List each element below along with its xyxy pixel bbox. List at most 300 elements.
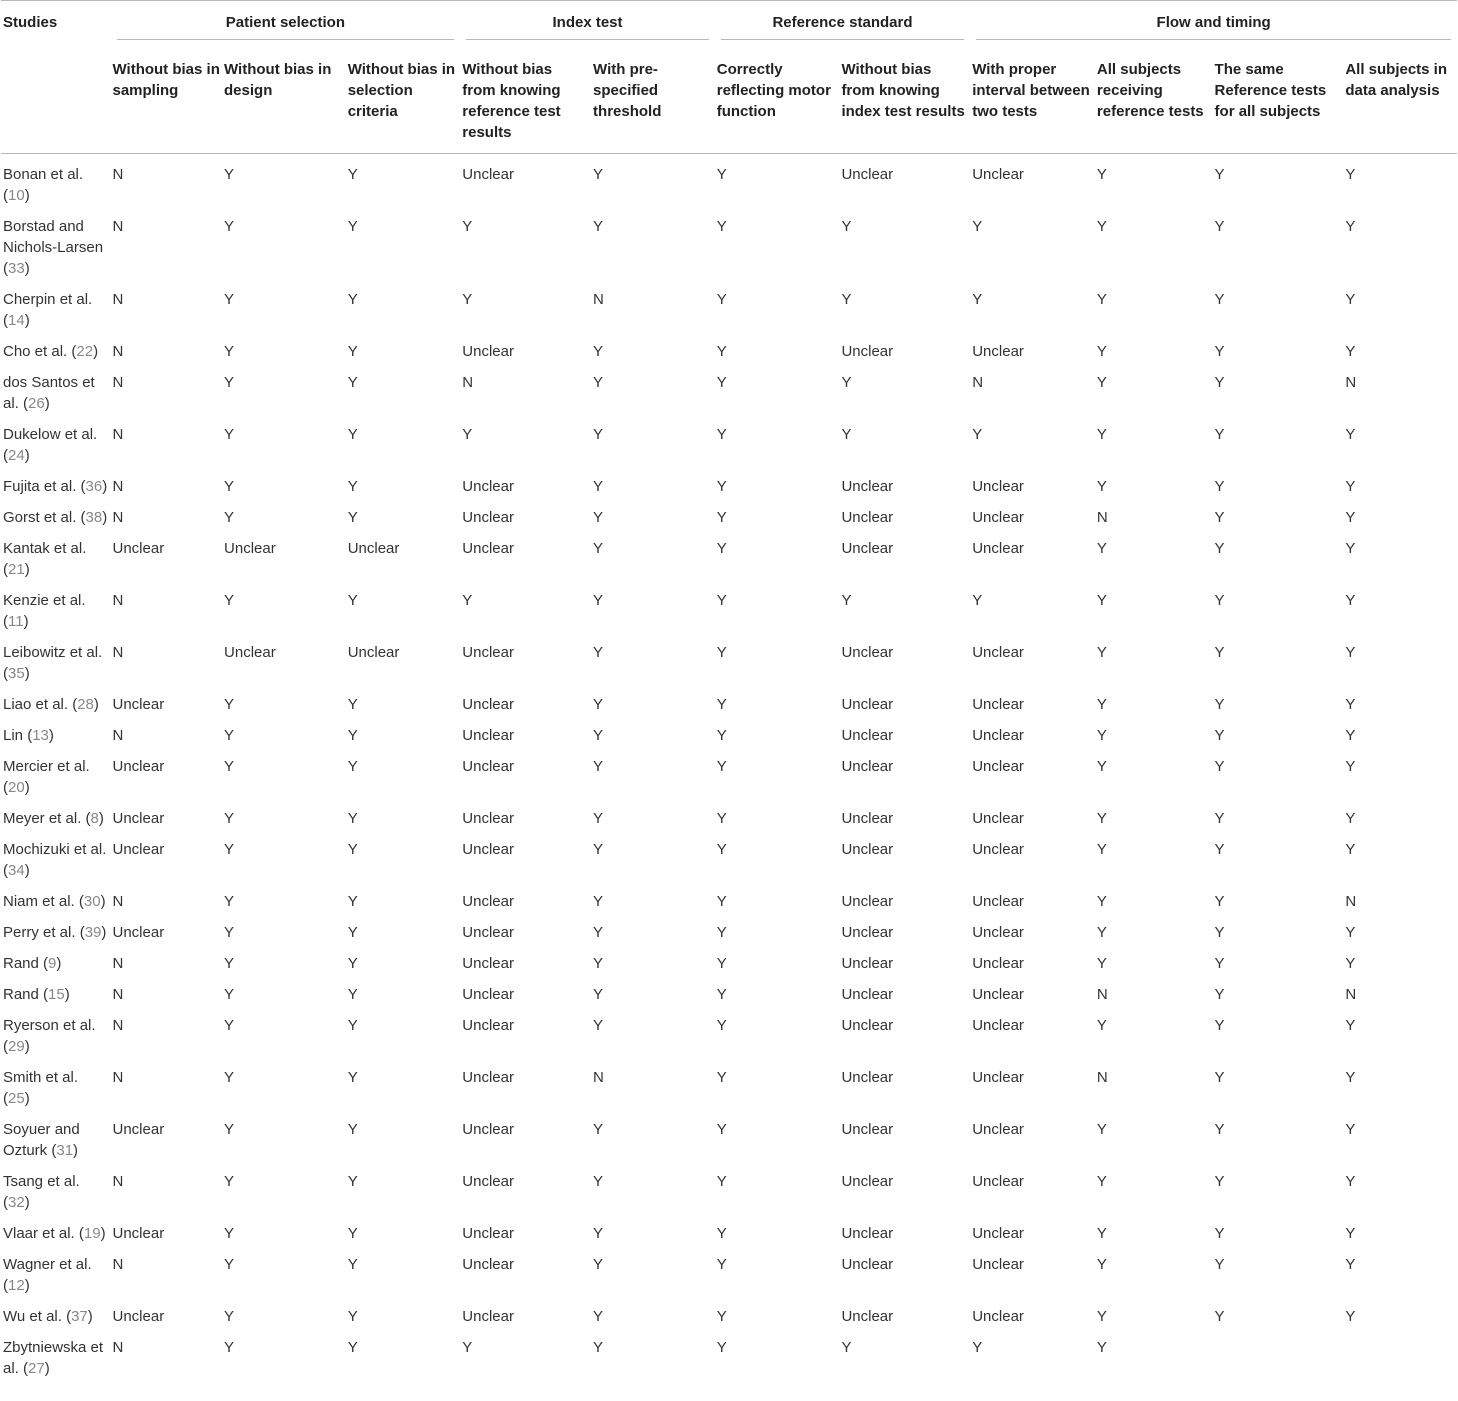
rating-cell: Y [1345, 1017, 1356, 1034]
rating-cell: Unclear [462, 810, 514, 827]
rating-cell: Unclear [841, 1308, 894, 1325]
rating-cell: Y [347, 841, 358, 858]
rating-cell: Y [716, 955, 727, 972]
rating-cell: Y [1214, 893, 1225, 910]
rating-cell: Unclear [841, 343, 894, 360]
study-cell: Mochizuki et al. (34) [3, 841, 107, 879]
rating-cell: Y [1214, 810, 1225, 827]
rating-cell: Unclear [972, 1308, 1024, 1325]
reference-link[interactable]: 37 [71, 1308, 88, 1325]
rating-cell: Unclear [462, 540, 514, 557]
rating-cell: Y [716, 218, 727, 235]
reference-link[interactable]: 11 [8, 613, 24, 630]
study-name: Wagner et al. [3, 1256, 92, 1273]
rating-cell: Unclear [112, 696, 165, 713]
rating-cell: Y [716, 727, 727, 744]
rating-cell: Y [716, 343, 727, 360]
study-cell: Rand (15) [3, 986, 70, 1003]
reference-link[interactable]: 26 [28, 395, 45, 412]
rating-cell: Y [1096, 1225, 1107, 1242]
group-header-row [1, 1, 1457, 48]
rating-cell: Y [1214, 218, 1225, 235]
rating-cell: Y [224, 955, 235, 972]
rating-cell: Unclear [462, 758, 514, 775]
rating-cell: Unclear [972, 509, 1024, 526]
rating-cell: Y [1345, 1308, 1356, 1325]
rating-cell: N [112, 374, 124, 391]
rating-cell: Y [716, 924, 727, 941]
rating-cell: Y [224, 1339, 235, 1356]
quality-assessment-table [1, 0, 1457, 1384]
table-row [1, 979, 1457, 1010]
rating-cell: Y [593, 218, 604, 235]
table-row [1, 1332, 1457, 1384]
table-row [1, 948, 1457, 979]
rating-cell: Unclear [972, 841, 1024, 858]
study-name: Rand [3, 986, 39, 1003]
rating-cell: Unclear [841, 758, 894, 775]
rating-cell: Y [224, 478, 235, 495]
rating-cell: N [112, 727, 124, 744]
reference-link[interactable]: 28 [77, 696, 94, 713]
rating-cell: Unclear [462, 893, 514, 910]
subheader-data-analysis: All subjects in data analysis [1343, 47, 1457, 154]
rating-cell: Y [716, 1173, 727, 1190]
rating-cell: Y [224, 218, 235, 235]
rating-cell: Y [716, 696, 727, 713]
study-cell: Zbytniewska et al. (27) [3, 1339, 104, 1377]
study-cell: Ryerson et al. (29) [3, 1017, 96, 1055]
rating-cell: Y [224, 291, 235, 308]
rating-cell: Y [347, 374, 358, 391]
rating-cell: N [1096, 509, 1108, 526]
rating-cell: Y [1345, 478, 1356, 495]
rating-cell: Y [1096, 696, 1107, 713]
rating-cell: Y [347, 727, 358, 744]
rating-cell: Y [224, 1017, 235, 1034]
table-row [1, 1010, 1457, 1062]
rating-cell: Unclear [841, 955, 894, 972]
rating-cell: Y [1345, 1225, 1356, 1242]
rating-cell: N [112, 1069, 124, 1086]
rating-cell: N [112, 509, 124, 526]
study-cell: Liao et al. (28) [3, 696, 99, 713]
study-cell: Kantak et al. (21) [3, 540, 87, 578]
rating-cell: Unclear [841, 727, 894, 744]
table-row [1, 637, 1457, 689]
rating-cell: Y [972, 592, 983, 609]
reference-link[interactable]: 39 [84, 924, 102, 941]
rating-cell: Y [716, 1017, 727, 1034]
rating-cell: Unclear [462, 343, 514, 360]
rating-cell: Y [347, 592, 358, 609]
rating-cell: N [462, 374, 474, 391]
studies-header: Studies [1, 1, 111, 48]
rating-cell: Unclear [112, 1225, 165, 1242]
table-row [1, 533, 1457, 585]
rating-cell: Unclear [841, 1121, 894, 1138]
table-row [1, 1218, 1457, 1249]
rating-cell: Y [716, 893, 727, 910]
rating-cell: Y [347, 166, 358, 183]
table-row [1, 471, 1457, 502]
rating-cell: Y [716, 426, 727, 443]
rating-cell: N [112, 166, 124, 183]
rating-cell: Unclear [224, 644, 276, 661]
rating-cell: Y [593, 1339, 604, 1356]
group-header-reference-standard: Reference standard [715, 1, 970, 48]
rating-cell: Y [1214, 1069, 1225, 1086]
study-name: dos Santos et al. [3, 374, 95, 412]
rating-cell: Y [1345, 810, 1356, 827]
rating-cell: N [1096, 986, 1108, 1003]
rating-cell: Y [224, 893, 235, 910]
rating-cell: Unclear [462, 1069, 514, 1086]
rating-cell: Unclear [112, 1121, 165, 1138]
rating-cell: Unclear [972, 343, 1024, 360]
study-name: Vlaar et al. [3, 1225, 75, 1242]
reference-link[interactable]: 20 [8, 779, 25, 796]
rating-cell: Unclear [841, 1069, 894, 1086]
study-cell: Perry et al. (39) [3, 924, 107, 941]
study-name: Smith et al. [3, 1069, 79, 1086]
rating-cell: Y [224, 343, 235, 360]
rating-cell: Y [716, 810, 727, 827]
reference-link[interactable]: 9 [48, 955, 57, 972]
rating-cell: Y [593, 478, 604, 495]
table-row [1, 720, 1457, 751]
table-row [1, 886, 1457, 917]
reference-link[interactable]: 32 [8, 1194, 25, 1211]
rating-cell: Y [593, 592, 604, 609]
rating-cell: Y [347, 1225, 358, 1242]
rating-cell: Y [972, 1339, 983, 1356]
rating-cell: Y [593, 166, 604, 183]
reference-link[interactable]: 36 [85, 478, 103, 495]
reference-link[interactable]: 22 [76, 343, 94, 360]
reference-link[interactable]: 30 [83, 893, 101, 910]
rating-cell: Y [1214, 166, 1225, 183]
rating-cell: Unclear [841, 644, 894, 661]
rating-cell: Y [1345, 924, 1356, 941]
study-cell: Wu et al. (37) [3, 1308, 93, 1325]
rating-cell: Y [1214, 696, 1225, 713]
rating-cell: Unclear [462, 986, 514, 1003]
rating-cell: Unclear [841, 478, 894, 495]
reference-link[interactable]: 25 [8, 1090, 25, 1107]
rating-cell: N [112, 986, 124, 1003]
rating-cell: Y [716, 291, 727, 308]
study-cell: Kenzie et al. (11) [3, 592, 86, 630]
rating-cell: Unclear [972, 893, 1024, 910]
rating-cell: Unclear [841, 1173, 894, 1190]
rating-cell: Y [1096, 893, 1107, 910]
rating-cell: Y [1214, 343, 1225, 360]
study-cell: Borstad and Nichols-Larsen (33) [3, 218, 104, 277]
study-name: Kenzie et al. [3, 592, 86, 609]
study-cell: Tsang et al. (32) [3, 1173, 80, 1211]
rating-cell: Y [593, 1256, 604, 1273]
rating-cell: Y [841, 291, 852, 308]
table-row [1, 751, 1457, 803]
rating-cell: Y [1096, 374, 1107, 391]
reference-link[interactable]: 10 [8, 187, 25, 204]
rating-cell: N [972, 374, 984, 391]
rating-cell: Y [1345, 758, 1356, 775]
rating-cell: Unclear [972, 644, 1024, 661]
rating-cell: Y [1214, 1308, 1225, 1325]
rating-cell: Unclear [462, 1308, 514, 1325]
rating-cell: Y [347, 893, 358, 910]
rating-cell: Y [593, 1308, 604, 1325]
rating-cell: Unclear [347, 644, 400, 661]
rating-cell: Y [1214, 955, 1225, 972]
rating-cell: Unclear [462, 727, 514, 744]
rating-cell: Unclear [841, 893, 894, 910]
rating-cell: Y [1096, 1173, 1107, 1190]
group-header-flow-and-timing: Flow and timing [970, 1, 1457, 48]
rating-cell: Unclear [972, 955, 1024, 972]
reference-link[interactable]: 34 [8, 862, 25, 879]
study-name: Soyuer and Ozturk [3, 1121, 80, 1159]
rating-cell: Y [224, 841, 235, 858]
study-name: Liao et al. [3, 696, 69, 713]
rating-cell: Unclear [972, 1256, 1024, 1273]
reference-link[interactable]: 13 [32, 727, 49, 744]
rating-cell: Y [1214, 1173, 1225, 1190]
rating-cell: Y [462, 218, 473, 235]
reference-link[interactable]: 12 [8, 1277, 25, 1294]
rating-cell: Y [347, 758, 358, 775]
subheader-motor-function: Correctly reflecting motor function [715, 47, 840, 154]
rating-cell: Y [1345, 426, 1356, 443]
reference-link[interactable]: 8 [90, 810, 99, 827]
rating-cell: Unclear [841, 1225, 894, 1242]
rating-cell: Y [1096, 291, 1107, 308]
rating-cell: Y [224, 1173, 235, 1190]
rating-cell: Y [593, 343, 604, 360]
rating-cell: Unclear [972, 1069, 1024, 1086]
rating-cell: Unclear [972, 1225, 1024, 1242]
reference-link[interactable]: 35 [8, 665, 25, 682]
rating-cell: Unclear [462, 955, 514, 972]
rating-cell: Y [1096, 1256, 1107, 1273]
reference-link[interactable]: 14 [8, 312, 25, 329]
group-header-patient-selection: Patient selection [111, 1, 461, 48]
reference-link[interactable]: 21 [8, 561, 25, 578]
rating-cell: Y [224, 509, 235, 526]
study-name: Cho et al. [3, 343, 68, 360]
rating-cell: Y [593, 986, 604, 1003]
table-row [1, 917, 1457, 948]
rating-cell: Y [347, 1173, 358, 1190]
rating-cell: Unclear [841, 1017, 894, 1034]
study-name: Gorst et al. [3, 509, 77, 526]
rating-cell: Y [224, 166, 235, 183]
rating-cell: N [112, 1339, 124, 1356]
rating-cell: Y [716, 1339, 727, 1356]
rating-cell: Y [716, 986, 727, 1003]
rating-cell: Y [347, 924, 358, 941]
rating-cell: Y [1096, 955, 1107, 972]
rating-cell: Y [347, 509, 358, 526]
rating-cell: Y [1345, 644, 1356, 661]
rating-cell: Y [593, 955, 604, 972]
rating-cell: Unclear [841, 540, 894, 557]
rating-cell: Y [716, 509, 727, 526]
reference-link[interactable]: 29 [8, 1038, 25, 1055]
rating-cell: Y [462, 1339, 473, 1356]
rating-cell: Y [1345, 592, 1356, 609]
reference-link[interactable]: 33 [8, 260, 25, 277]
rating-cell: Y [593, 1017, 604, 1034]
rating-cell: Y [1214, 291, 1225, 308]
rating-cell: Y [1214, 924, 1225, 941]
rating-cell: Y [1345, 540, 1356, 557]
rating-cell: Y [347, 1308, 358, 1325]
table-row [1, 336, 1457, 367]
rating-cell: Unclear [462, 696, 514, 713]
rating-cell: N [112, 893, 124, 910]
rating-cell: Unclear [972, 986, 1024, 1003]
study-name: Leibowitz et al. [3, 644, 103, 661]
rating-cell: Unclear [841, 1256, 894, 1273]
rating-cell: Y [224, 810, 235, 827]
rating-cell: Y [716, 1256, 727, 1273]
rating-cell: Y [224, 696, 235, 713]
rating-cell: Y [224, 1256, 235, 1273]
rating-cell: Y [716, 1308, 727, 1325]
rating-cell: Y [716, 540, 727, 557]
reference-link[interactable]: 38 [85, 509, 103, 526]
rating-cell: Y [347, 343, 358, 360]
subheader-design: Without bias in design [222, 47, 346, 154]
rating-cell: Unclear [841, 696, 894, 713]
rating-cell: Unclear [462, 1225, 514, 1242]
rating-cell: Unclear [112, 540, 165, 557]
rating-cell: Unclear [841, 841, 894, 858]
rating-cell: Y [1345, 218, 1356, 235]
rating-cell: Y [462, 592, 473, 609]
rating-cell: Unclear [462, 166, 514, 183]
rating-cell: Y [972, 426, 983, 443]
rating-cell: Y [1345, 1173, 1356, 1190]
rating-cell: Y [716, 478, 727, 495]
rating-cell: Unclear [972, 478, 1024, 495]
rating-cell: Y [347, 478, 358, 495]
rating-cell: N [112, 1256, 124, 1273]
rating-cell: Unclear [972, 696, 1024, 713]
study-name: Tsang et al. [3, 1173, 80, 1190]
study-cell: Fujita et al. (36) [3, 478, 108, 495]
rating-cell: Y [347, 218, 358, 235]
rating-cell: Y [1214, 727, 1225, 744]
rating-cell: Unclear [462, 924, 514, 941]
rating-cell: Y [841, 1339, 852, 1356]
table-row [1, 367, 1457, 419]
reference-link[interactable]: 31 [56, 1142, 74, 1159]
rating-cell: N [112, 955, 124, 972]
rating-cell: Unclear [462, 1121, 514, 1138]
rating-cell: N [112, 426, 124, 443]
subheader-knowing-index: Without bias from knowing index test results [839, 47, 970, 154]
rating-cell: Unclear [112, 758, 165, 775]
study-name: Kantak et al. [3, 540, 87, 557]
reference-link[interactable]: 19 [83, 1225, 101, 1242]
rating-cell: Y [224, 426, 235, 443]
table-row [1, 1062, 1457, 1114]
rating-cell: Y [347, 955, 358, 972]
study-cell: Lin (13) [3, 727, 54, 744]
study-name: Rand [3, 955, 39, 972]
rating-cell: N [593, 291, 604, 308]
study-cell: Wagner et al. (12) [3, 1256, 92, 1294]
rating-cell: Y [1214, 540, 1225, 557]
rating-cell: Unclear [972, 727, 1024, 744]
table-row [1, 834, 1457, 886]
rating-cell: Y [1096, 727, 1107, 744]
rating-cell: Y [1214, 478, 1225, 495]
rating-cell: Unclear [224, 540, 276, 557]
reference-link[interactable]: 15 [48, 986, 65, 1003]
study-cell: Rand (9) [3, 955, 62, 972]
study-name: Dukelow et al. [3, 426, 98, 443]
rating-cell: Y [347, 1017, 358, 1034]
rating-cell: N [112, 343, 124, 360]
rating-cell: Unclear [462, 1017, 514, 1034]
rating-cell: Y [1096, 478, 1107, 495]
subheader-interval: With proper interval between two tests [970, 47, 1095, 154]
rating-cell: Y [716, 1121, 727, 1138]
study-cell: Leibowitz et al. (35) [3, 644, 103, 682]
subheader-threshold: With pre-specified threshold [591, 47, 715, 154]
rating-cell: Y [1345, 166, 1356, 183]
rating-cell: N [112, 218, 124, 235]
table-row [1, 502, 1457, 533]
subheader-same-reference: The same Reference tests for all subjects [1213, 47, 1344, 154]
rating-cell: Y [1214, 758, 1225, 775]
study-name: Meyer et al. [3, 810, 82, 827]
reference-link[interactable]: 27 [28, 1360, 45, 1377]
rating-cell: Y [224, 758, 235, 775]
rating-cell: Y [224, 1121, 235, 1138]
study-cell: Dukelow et al. (24) [3, 426, 98, 464]
rating-cell: Unclear [112, 841, 165, 858]
rating-cell: Unclear [972, 1173, 1024, 1190]
study-name: Wu et al. [3, 1308, 62, 1325]
rating-cell: N [112, 1017, 124, 1034]
rating-cell: Y [716, 841, 727, 858]
reference-link[interactable]: 24 [8, 447, 25, 464]
rating-cell: Y [1214, 1256, 1225, 1273]
rating-cell: Y [841, 374, 852, 391]
rating-cell: Y [1096, 1308, 1107, 1325]
study-name: Mercier et al. [3, 758, 90, 775]
rating-cell: Unclear [841, 509, 894, 526]
rating-cell: Y [972, 218, 983, 235]
rating-cell: Y [1345, 509, 1356, 526]
rating-cell: Y [1214, 374, 1225, 391]
rating-cell: Y [593, 1173, 604, 1190]
rating-cell: N [1345, 893, 1357, 910]
rating-cell: Y [841, 426, 852, 443]
study-name: Bonan et al. [3, 166, 84, 183]
study-cell: Mercier et al. (20) [3, 758, 90, 796]
rating-cell: Y [593, 924, 604, 941]
subheader-row [1, 47, 1457, 154]
study-cell: Cho et al. (22) [3, 343, 99, 360]
subheader-knowing-reference: Without bias from knowing reference test results [460, 47, 591, 154]
